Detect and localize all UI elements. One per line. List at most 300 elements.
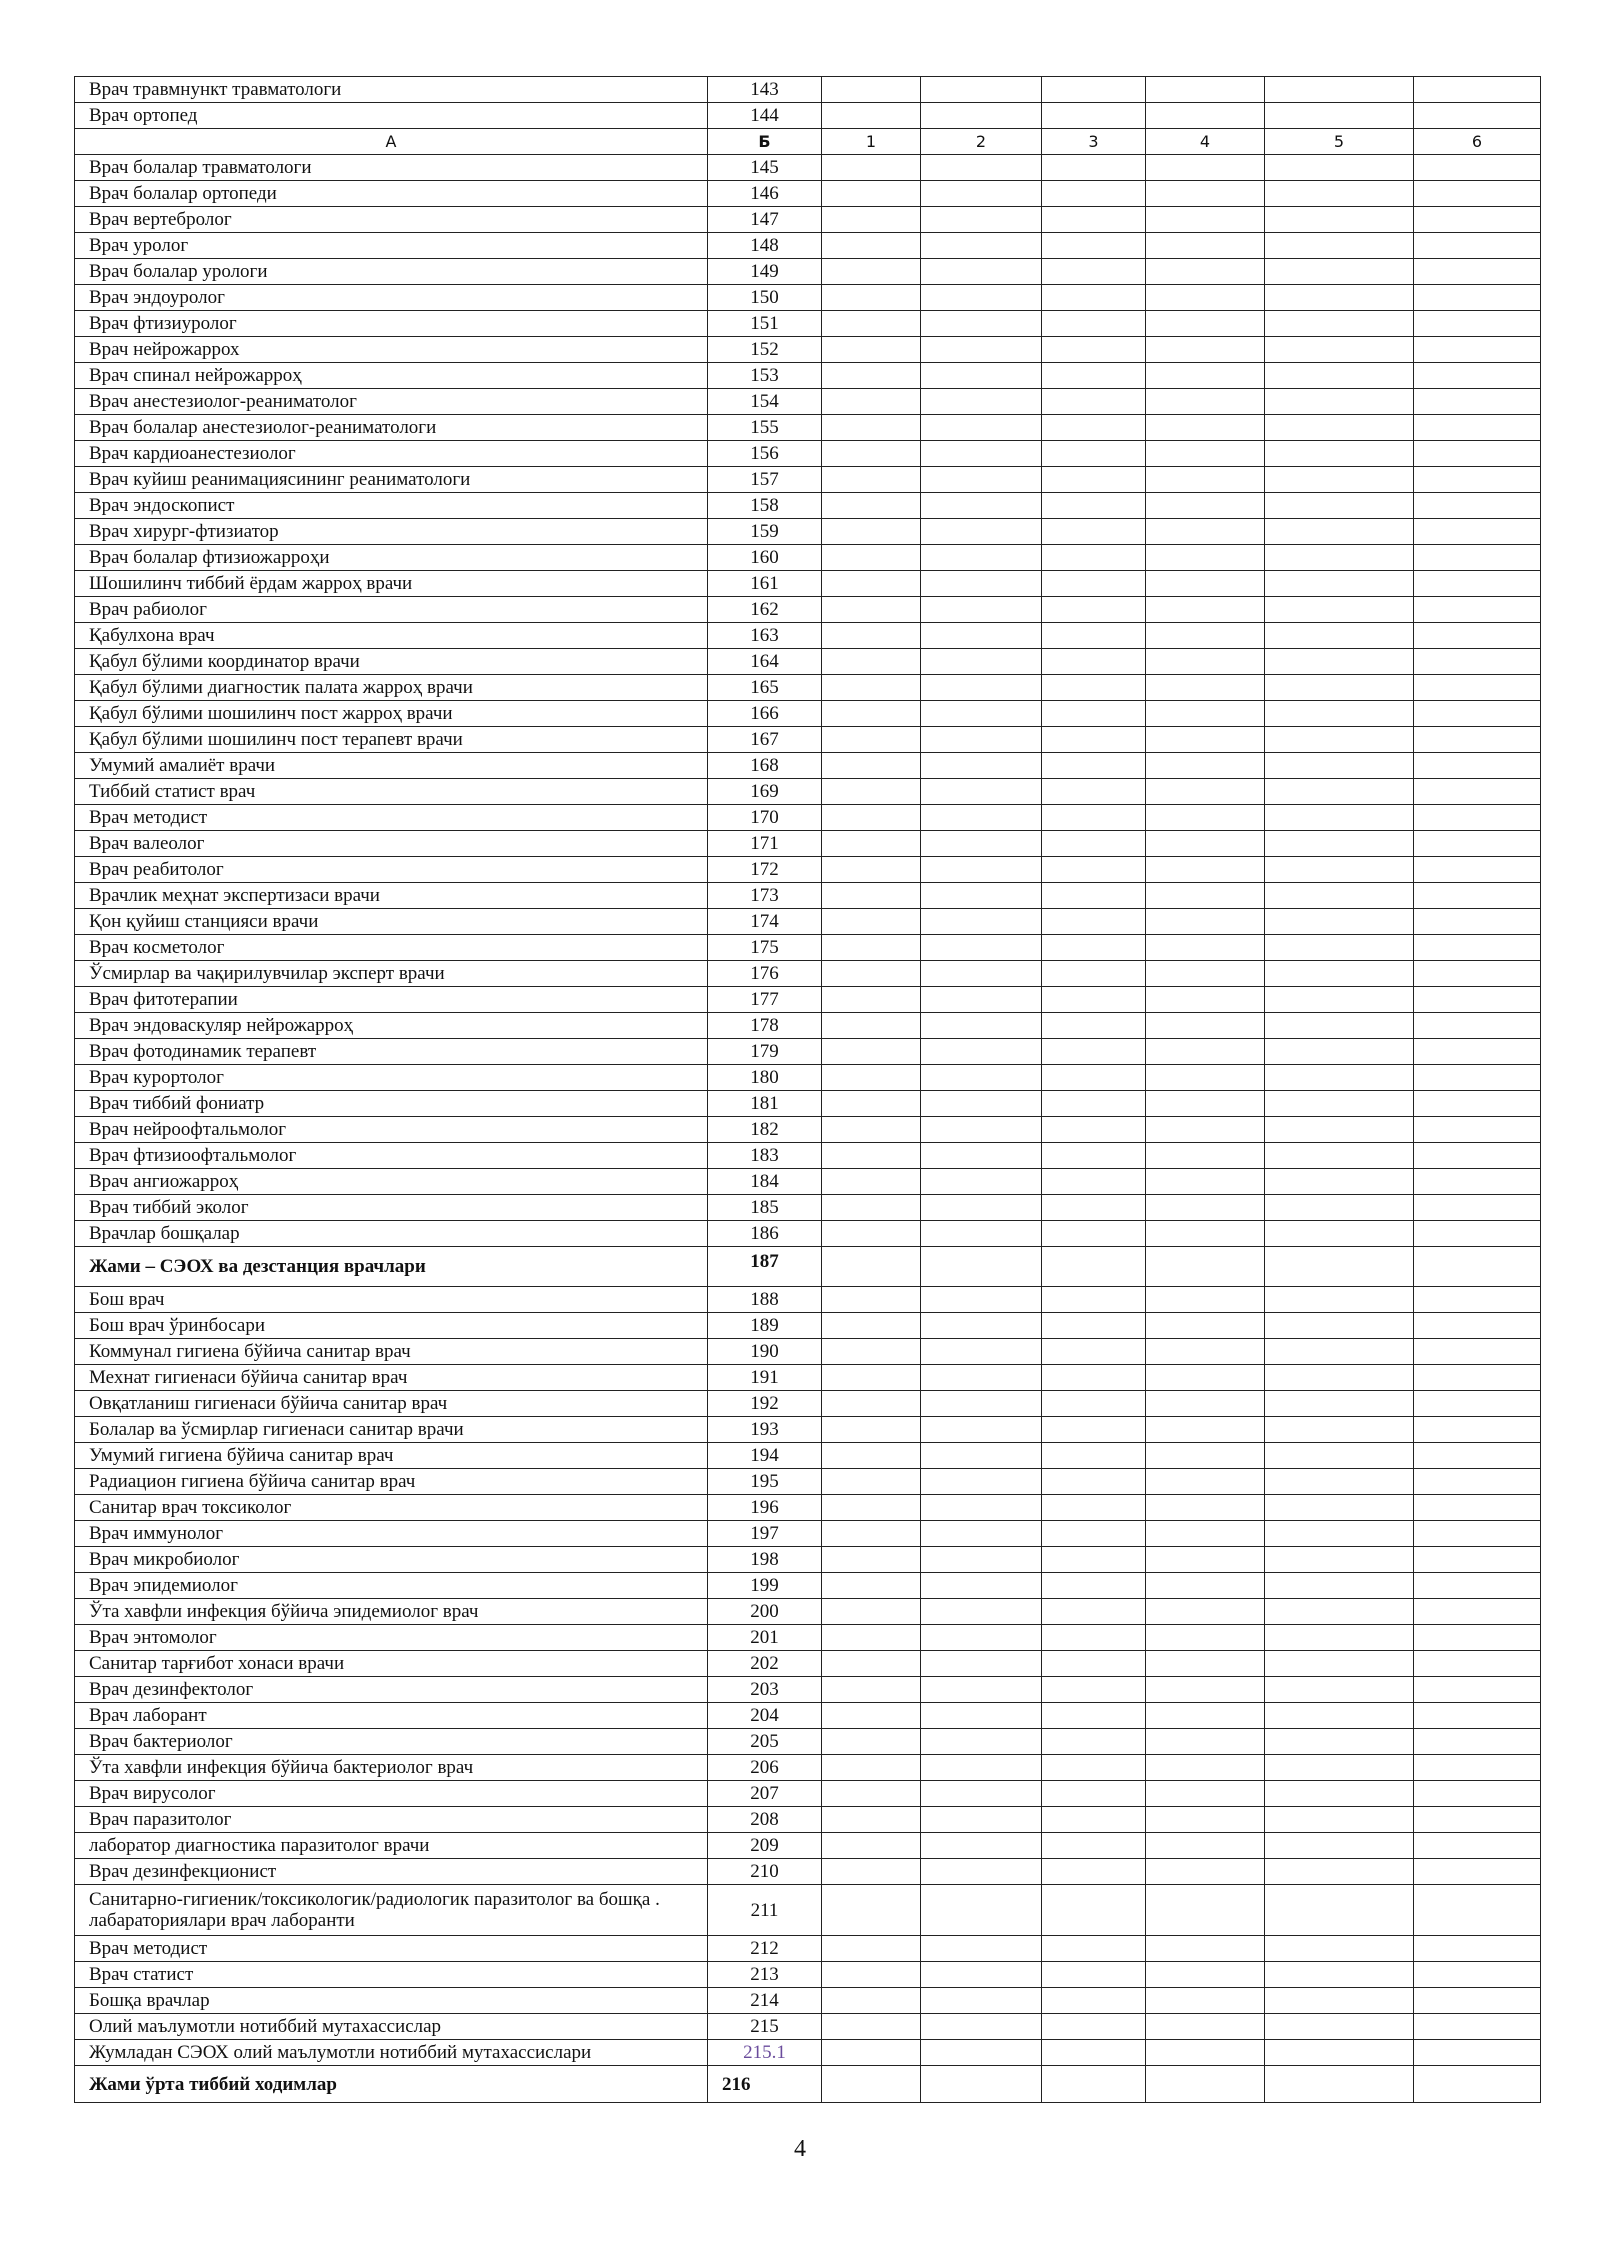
value-cell — [1265, 259, 1414, 285]
value-cell — [822, 1495, 921, 1521]
value-cell — [1414, 753, 1541, 779]
value-cell — [1042, 2066, 1146, 2103]
value-cell — [1265, 1833, 1414, 1859]
value-cell — [921, 1117, 1042, 1143]
table-row — [75, 1339, 1541, 1365]
value-cell — [822, 1625, 921, 1651]
value-cell — [1265, 1117, 1414, 1143]
value-cell — [1414, 1859, 1541, 1885]
row-label: Врач эпидемиолог — [75, 1573, 708, 1599]
row-label: Врач спинал нейрожарроҳ — [75, 363, 708, 389]
row-label: Врач травмнункт травматологи — [75, 77, 708, 103]
value-cell — [921, 909, 1042, 935]
value-cell — [822, 363, 921, 389]
value-cell — [1146, 207, 1265, 233]
value-cell — [1414, 1651, 1541, 1677]
value-cell — [1414, 1365, 1541, 1391]
row-code: 176 — [708, 961, 822, 987]
value-cell — [1042, 883, 1146, 909]
value-cell — [1042, 337, 1146, 363]
table-row — [75, 571, 1541, 597]
table-row — [75, 1365, 1541, 1391]
value-cell — [1146, 1469, 1265, 1495]
table-row — [75, 1521, 1541, 1547]
value-cell — [921, 1755, 1042, 1781]
value-cell — [1146, 831, 1265, 857]
row-label: Врач хирург-фтизиатор — [75, 519, 708, 545]
value-cell — [1265, 1365, 1414, 1391]
value-cell — [1042, 1169, 1146, 1195]
value-cell — [921, 337, 1042, 363]
row-code: 165 — [708, 675, 822, 701]
value-cell — [822, 1859, 921, 1885]
row-label: Врач методист — [75, 1936, 708, 1962]
value-cell — [822, 1287, 921, 1313]
column-number-cell: 6 — [1414, 129, 1541, 155]
value-cell — [822, 1065, 921, 1091]
value-cell — [1042, 1221, 1146, 1247]
value-cell — [1265, 545, 1414, 571]
value-cell — [1042, 77, 1146, 103]
row-label: Тиббий статист врач — [75, 779, 708, 805]
value-cell — [822, 1313, 921, 1339]
value-cell — [1042, 857, 1146, 883]
row-code: 154 — [708, 389, 822, 415]
value-cell — [1414, 961, 1541, 987]
value-cell — [1414, 805, 1541, 831]
value-cell — [1265, 727, 1414, 753]
row-label: Ўта хавфли инфекция бўйича эпидемиолог врач — [75, 1599, 708, 1625]
value-cell — [1146, 961, 1265, 987]
row-code: 153 — [708, 363, 822, 389]
row-label: лаборатор диагностика паразитолог врачи — [75, 1833, 708, 1859]
value-cell — [1414, 207, 1541, 233]
value-cell — [1414, 1573, 1541, 1599]
value-cell — [1042, 753, 1146, 779]
row-label: Санитарно-гигиеник/токсикологик/радиологик паразитолог ва бошқа . лабараториялари врач лаборанти — [75, 1885, 708, 1936]
row-label: Врач бактериолог — [75, 1729, 708, 1755]
row-label: Қабулхона врач — [75, 623, 708, 649]
value-cell — [1265, 1443, 1414, 1469]
value-cell — [1265, 1039, 1414, 1065]
value-cell — [921, 1677, 1042, 1703]
value-cell — [1265, 623, 1414, 649]
table-row — [75, 597, 1541, 623]
value-cell — [1265, 1091, 1414, 1117]
value-cell — [822, 675, 921, 701]
table-row — [75, 805, 1541, 831]
table-row — [75, 1287, 1541, 1313]
column-number-cell: А — [75, 129, 708, 155]
value-cell — [822, 987, 921, 1013]
value-cell — [822, 1547, 921, 1573]
value-cell — [1146, 1936, 1265, 1962]
table-row — [75, 233, 1541, 259]
table-body — [75, 77, 1541, 2103]
value-cell — [1414, 1091, 1541, 1117]
row-code: 193 — [708, 1417, 822, 1443]
value-cell — [1414, 1169, 1541, 1195]
value-cell — [822, 935, 921, 961]
value-cell — [921, 1443, 1042, 1469]
value-cell — [1265, 233, 1414, 259]
row-code: 192 — [708, 1391, 822, 1417]
value-cell — [1042, 597, 1146, 623]
value-cell — [1146, 1833, 1265, 1859]
table-row — [75, 1117, 1541, 1143]
table-row — [75, 1143, 1541, 1169]
table-row — [75, 415, 1541, 441]
table-row — [75, 1195, 1541, 1221]
row-code: 178 — [708, 1013, 822, 1039]
value-cell — [1414, 2066, 1541, 2103]
row-label: Врач фотодинамик терапевт — [75, 1039, 708, 1065]
value-cell — [1146, 1065, 1265, 1091]
table-row — [75, 1221, 1541, 1247]
value-cell — [1414, 1039, 1541, 1065]
table-row — [75, 181, 1541, 207]
value-cell — [1265, 1287, 1414, 1313]
value-cell — [1265, 519, 1414, 545]
value-cell — [1414, 1625, 1541, 1651]
value-cell — [1042, 831, 1146, 857]
value-cell — [1414, 675, 1541, 701]
row-code: 207 — [708, 1781, 822, 1807]
value-cell — [1042, 1313, 1146, 1339]
row-label: Врач валеолог — [75, 831, 708, 857]
value-cell — [1265, 1599, 1414, 1625]
value-cell — [921, 1988, 1042, 2014]
row-label: Ўсмирлар ва чақирилувчилар эксперт врачи — [75, 961, 708, 987]
row-code: 156 — [708, 441, 822, 467]
value-cell — [822, 155, 921, 181]
row-label: Қабул бўлими шошилинч пост терапевт врачи — [75, 727, 708, 753]
value-cell — [921, 233, 1042, 259]
value-cell — [1146, 311, 1265, 337]
table-row — [75, 311, 1541, 337]
row-label: Врач тиббий фониатр — [75, 1091, 708, 1117]
value-cell — [1042, 1833, 1146, 1859]
row-label: Врач лаборант — [75, 1703, 708, 1729]
value-cell — [1042, 649, 1146, 675]
table-row — [75, 1833, 1541, 1859]
value-cell — [1414, 1677, 1541, 1703]
value-cell — [1042, 467, 1146, 493]
value-cell — [1146, 1573, 1265, 1599]
row-code: 214 — [708, 1988, 822, 2014]
table-row — [75, 2066, 1541, 2103]
value-cell — [822, 909, 921, 935]
value-cell — [1146, 1091, 1265, 1117]
table-row — [75, 1469, 1541, 1495]
value-cell — [822, 467, 921, 493]
table-row — [75, 753, 1541, 779]
value-cell — [1414, 1221, 1541, 1247]
value-cell — [1414, 701, 1541, 727]
value-cell — [1265, 1339, 1414, 1365]
value-cell — [921, 1391, 1042, 1417]
value-cell — [921, 1885, 1042, 1936]
value-cell — [921, 1469, 1042, 1495]
value-cell — [822, 2014, 921, 2040]
value-cell — [1414, 1885, 1541, 1936]
table-row — [75, 1573, 1541, 1599]
row-code: 185 — [708, 1195, 822, 1221]
value-cell — [822, 1807, 921, 1833]
value-cell — [1146, 1521, 1265, 1547]
value-cell — [1414, 1599, 1541, 1625]
value-cell — [1146, 1703, 1265, 1729]
value-cell — [1146, 285, 1265, 311]
value-cell — [1042, 1065, 1146, 1091]
row-code: 152 — [708, 337, 822, 363]
value-cell — [1265, 389, 1414, 415]
value-cell — [1265, 441, 1414, 467]
value-cell — [1265, 1988, 1414, 2014]
value-cell — [1146, 779, 1265, 805]
column-number-cell: 2 — [921, 129, 1042, 155]
value-cell — [1265, 2040, 1414, 2066]
row-label: Коммунал гигиена бўйича санитар врач — [75, 1339, 708, 1365]
row-label: Врач иммунолог — [75, 1521, 708, 1547]
value-cell — [1146, 1755, 1265, 1781]
table-row — [75, 883, 1541, 909]
value-cell — [1265, 649, 1414, 675]
value-cell — [822, 415, 921, 441]
row-label: Врач методист — [75, 805, 708, 831]
table-row — [75, 1625, 1541, 1651]
row-label: Врач анестезиолог-реаниматолог — [75, 389, 708, 415]
table-row — [75, 1169, 1541, 1195]
value-cell — [921, 1195, 1042, 1221]
value-cell — [1414, 389, 1541, 415]
value-cell — [1146, 1195, 1265, 1221]
value-cell — [921, 1313, 1042, 1339]
value-cell — [1042, 285, 1146, 311]
row-code: 208 — [708, 1807, 822, 1833]
row-label: Бош врач ўринбосари — [75, 1313, 708, 1339]
row-label: Врач уролог — [75, 233, 708, 259]
value-cell — [1042, 1391, 1146, 1417]
value-cell — [1042, 233, 1146, 259]
value-cell — [1265, 1065, 1414, 1091]
value-cell — [1414, 831, 1541, 857]
value-cell — [822, 649, 921, 675]
row-label: Олий маълумотли нотиббий мутахассислар — [75, 2014, 708, 2040]
value-cell — [822, 1521, 921, 1547]
value-cell — [1146, 1962, 1265, 1988]
value-cell — [1265, 103, 1414, 129]
value-cell — [1265, 1781, 1414, 1807]
value-cell — [1146, 1313, 1265, 1339]
value-cell — [822, 1781, 921, 1807]
row-code: 212 — [708, 1936, 822, 1962]
value-cell — [921, 1781, 1042, 1807]
value-cell — [1265, 1859, 1414, 1885]
row-code: 216 — [708, 2066, 822, 2103]
value-cell — [1042, 1962, 1146, 1988]
row-label: Врач фтизиуролог — [75, 311, 708, 337]
value-cell — [921, 467, 1042, 493]
value-cell — [1414, 1962, 1541, 1988]
value-cell — [1414, 1391, 1541, 1417]
value-cell — [1146, 103, 1265, 129]
row-code: 172 — [708, 857, 822, 883]
column-number-cell: 5 — [1265, 129, 1414, 155]
value-cell — [921, 415, 1042, 441]
table-row — [75, 103, 1541, 129]
value-cell — [822, 1469, 921, 1495]
value-cell — [1042, 1703, 1146, 1729]
value-cell — [1414, 649, 1541, 675]
row-code: 199 — [708, 1573, 822, 1599]
row-label: Врач болалар фтизиожарроҳи — [75, 545, 708, 571]
value-cell — [1042, 389, 1146, 415]
value-cell — [921, 1703, 1042, 1729]
value-cell — [1146, 441, 1265, 467]
row-code: 215 — [708, 2014, 822, 2040]
value-cell — [1042, 1859, 1146, 1885]
value-cell — [1042, 1469, 1146, 1495]
row-code: 162 — [708, 597, 822, 623]
value-cell — [822, 1599, 921, 1625]
value-cell — [822, 1247, 921, 1287]
table-row — [75, 493, 1541, 519]
value-cell — [1042, 1807, 1146, 1833]
row-label: Врач реабитолог — [75, 857, 708, 883]
value-cell — [822, 493, 921, 519]
value-cell — [1042, 1573, 1146, 1599]
row-code: 194 — [708, 1443, 822, 1469]
value-cell — [1414, 909, 1541, 935]
table-row — [75, 1677, 1541, 1703]
value-cell — [1414, 1833, 1541, 1859]
row-code: 158 — [708, 493, 822, 519]
staff-table — [74, 76, 1541, 2103]
table-row — [75, 727, 1541, 753]
value-cell — [921, 1651, 1042, 1677]
value-cell — [921, 1365, 1042, 1391]
value-cell — [1042, 493, 1146, 519]
value-cell — [822, 1417, 921, 1443]
value-cell — [1414, 1703, 1541, 1729]
table-row — [75, 1781, 1541, 1807]
table-row — [75, 857, 1541, 883]
row-code: 149 — [708, 259, 822, 285]
row-label: Врач нейроофтальмолог — [75, 1117, 708, 1143]
table-row — [75, 1013, 1541, 1039]
value-cell — [1146, 77, 1265, 103]
value-cell — [1146, 2014, 1265, 2040]
value-cell — [1042, 1117, 1146, 1143]
value-cell — [822, 1169, 921, 1195]
value-cell — [1042, 155, 1146, 181]
value-cell — [921, 2014, 1042, 2040]
value-cell — [921, 1729, 1042, 1755]
row-label: Врачлар бошқалар — [75, 1221, 708, 1247]
value-cell — [822, 389, 921, 415]
table-row — [75, 155, 1541, 181]
value-cell — [921, 779, 1042, 805]
value-cell — [1265, 1143, 1414, 1169]
value-cell — [1265, 285, 1414, 311]
value-cell — [1414, 103, 1541, 129]
value-cell — [1414, 467, 1541, 493]
value-cell — [1414, 181, 1541, 207]
value-cell — [1146, 1495, 1265, 1521]
value-cell — [1265, 1521, 1414, 1547]
value-cell — [822, 103, 921, 129]
value-cell — [1265, 1729, 1414, 1755]
row-code: 197 — [708, 1521, 822, 1547]
value-cell — [1042, 779, 1146, 805]
value-cell — [822, 597, 921, 623]
row-code: 206 — [708, 1755, 822, 1781]
value-cell — [822, 727, 921, 753]
value-cell — [822, 2040, 921, 2066]
value-cell — [921, 2066, 1042, 2103]
value-cell — [1146, 623, 1265, 649]
table-row — [75, 337, 1541, 363]
value-cell — [1042, 519, 1146, 545]
row-label: Врач дезинфекционист — [75, 1859, 708, 1885]
table-row — [75, 1885, 1541, 1936]
row-label: Умумий гигиена бўйича санитар врач — [75, 1443, 708, 1469]
value-cell — [1042, 571, 1146, 597]
value-cell — [921, 519, 1042, 545]
table-row — [75, 649, 1541, 675]
value-cell — [1265, 155, 1414, 181]
value-cell — [1146, 2066, 1265, 2103]
row-label: Қон қуйиш станцияси врачи — [75, 909, 708, 935]
value-cell — [1042, 1781, 1146, 1807]
value-cell — [822, 1729, 921, 1755]
value-cell — [1146, 1599, 1265, 1625]
value-cell — [921, 987, 1042, 1013]
value-cell — [1146, 1247, 1265, 1287]
value-cell — [1146, 1365, 1265, 1391]
value-cell — [921, 1547, 1042, 1573]
value-cell — [1146, 1417, 1265, 1443]
value-cell — [822, 1391, 921, 1417]
value-cell — [1042, 1885, 1146, 1936]
value-cell — [1146, 1781, 1265, 1807]
value-cell — [822, 2066, 921, 2103]
value-cell — [822, 1962, 921, 1988]
value-cell — [822, 1651, 921, 1677]
row-label: Қабул бўлими шошилинч пост жарроҳ врачи — [75, 701, 708, 727]
table-row — [75, 831, 1541, 857]
table-row — [75, 1703, 1541, 1729]
row-code: 209 — [708, 1833, 822, 1859]
value-cell — [1414, 1469, 1541, 1495]
value-cell — [1042, 1091, 1146, 1117]
value-cell — [822, 337, 921, 363]
value-cell — [1414, 779, 1541, 805]
value-cell — [1146, 649, 1265, 675]
row-code: 150 — [708, 285, 822, 311]
value-cell — [1414, 1065, 1541, 1091]
value-cell — [822, 831, 921, 857]
value-cell — [921, 259, 1042, 285]
value-cell — [1265, 2066, 1414, 2103]
value-cell — [1265, 1703, 1414, 1729]
value-cell — [822, 519, 921, 545]
row-code: 198 — [708, 1547, 822, 1573]
row-label: Врач дезинфектолог — [75, 1677, 708, 1703]
row-code: 210 — [708, 1859, 822, 1885]
value-cell — [1265, 1169, 1414, 1195]
